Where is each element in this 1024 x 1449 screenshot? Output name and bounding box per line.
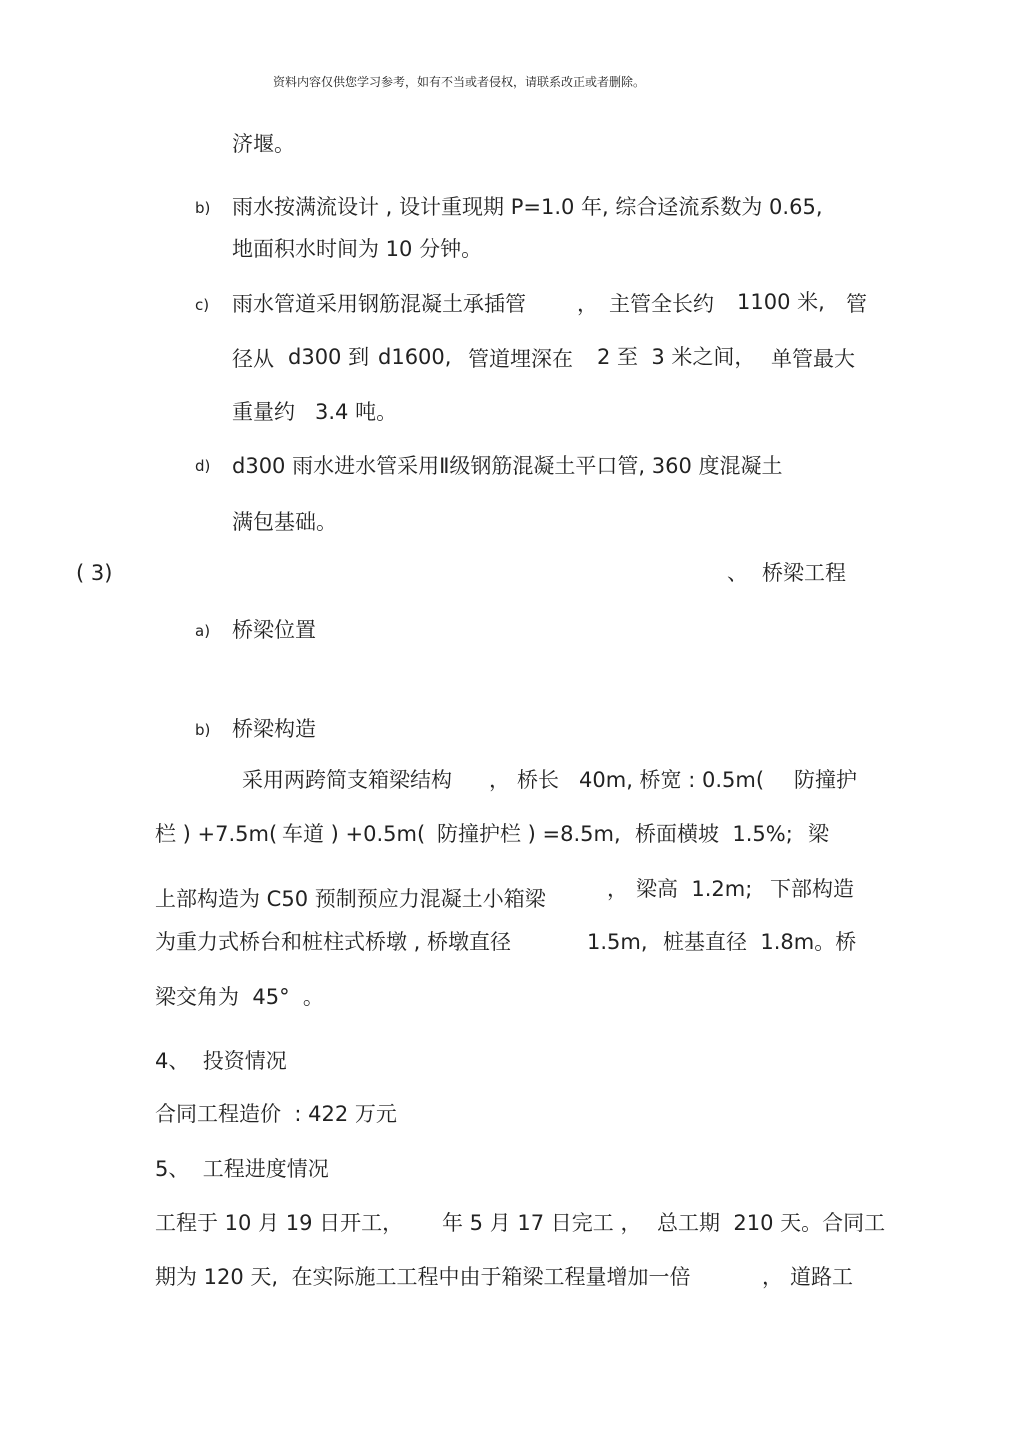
bridge-para-5: 梁交角为 45° 。	[155, 985, 324, 1009]
drainage-c-line2-d: 管道埋深在	[468, 347, 573, 371]
drainage-c-line2-b: d300 到	[288, 345, 370, 369]
bridge-para-1-b: ，	[489, 768, 510, 792]
bridge-para-3-d: 下部构造	[770, 877, 854, 901]
schedule-line2-a: 期为 120 天, 在实际施工工程中由于箱梁工程量增加一倍	[155, 1265, 691, 1289]
drainage-c-line2-c: d1600,	[378, 345, 452, 369]
bridge-section-title: 桥梁工程	[762, 561, 846, 585]
item-c-marker: c)	[195, 296, 210, 314]
bridge-para-3-a: 上部构造为 C50 预制预应力混凝土小箱梁	[155, 887, 546, 911]
drainage-c-line1-a: 雨水管道采用钢筋混凝土承插管	[232, 292, 526, 316]
bridge-para-3-c: 梁高 1.2m;	[636, 877, 753, 901]
bridge-para-2-a: 栏 ) +7.5m(	[155, 822, 278, 846]
bridge-para-1-a: 采用两跨简支箱梁结构	[242, 768, 452, 792]
bridge-a-text: 桥梁位置	[232, 618, 316, 642]
drainage-c-line2-f: 单管最大	[771, 347, 855, 371]
bridge-b-marker: b)	[195, 721, 211, 739]
drainage-c-line2-a: 径从	[232, 347, 274, 371]
schedule-line1-a: 工程于 10 月 19 日开工，	[155, 1211, 404, 1235]
bridge-para-2-b: 车道 ) +0.5m(	[282, 822, 426, 846]
item-d-marker: d)	[195, 457, 211, 475]
schedule-line2-b: ，	[762, 1265, 783, 1289]
bridge-section-separator: 、	[727, 561, 748, 585]
drainage-d-line1: d300 雨水进水管采用Ⅱ级钢筋混凝土平口管, 360 度混凝土	[232, 454, 783, 478]
bridge-para-1-c: 桥长 40m, 桥宽 : 0.5m(	[517, 768, 765, 792]
schedule-line1-b: 年 5 月 17 日完工 ，	[442, 1211, 642, 1235]
bridge-para-4-c: 桩基直径 1.8m。桥	[663, 930, 857, 954]
drainage-d-line2: 满包基础。	[232, 510, 337, 534]
schedule-line2-c: 道路工	[790, 1265, 853, 1289]
drainage-c-line1-d: 1100 米,	[737, 290, 825, 314]
header-notice: 资料内容仅供您学习参考，如有不当或者侵权，请联系改正或者删除。	[273, 75, 646, 89]
schedule-line1-c: 总工期 210 天。合同工	[657, 1211, 886, 1235]
bridge-para-2-c: 防撞护栏 ) =8.5m,	[437, 822, 621, 846]
bridge-a-marker: a)	[195, 622, 211, 640]
bridge-para-1-d: 防撞护	[794, 768, 857, 792]
drainage-c-line1-b: ，	[577, 292, 598, 316]
bridge-para-2-d: 桥面横坡 1.5%;	[635, 822, 793, 846]
drainage-c-line1-c: 主管全长约	[609, 292, 714, 316]
investment-heading: 4、 投资情况	[155, 1049, 287, 1073]
item-b-marker: b)	[195, 199, 211, 217]
drainage-c-line3: 重量约 3.4 吨。	[232, 400, 398, 424]
investment-text: 合同工程造价 : 422 万元	[155, 1102, 397, 1126]
drainage-b-line2: 地面积水时间为 10 分钟。	[232, 237, 483, 261]
drainage-b-line1: 雨水按满流设计 , 设计重现期 P=1.0 年, 综合迳流系数为 0.65,	[232, 195, 823, 219]
drainage-c-line2-e: 2 至 3 米之间，	[597, 345, 756, 369]
bridge-para-2-e: 梁	[808, 822, 829, 846]
bridge-para-4-a: 为重力式桥台和桩柱式桥墩 , 桥墩直径	[155, 930, 512, 954]
drainage-c-line1-e: 管	[846, 292, 867, 316]
drainage-tail: 济堰。	[232, 132, 295, 156]
bridge-para-4-b: 1.5m,	[587, 930, 648, 954]
bridge-section-number: ( 3)	[76, 561, 113, 585]
schedule-heading: 5、 工程进度情况	[155, 1157, 329, 1181]
bridge-para-3-b: ，	[607, 877, 628, 901]
bridge-b-text: 桥梁构造	[232, 717, 316, 741]
